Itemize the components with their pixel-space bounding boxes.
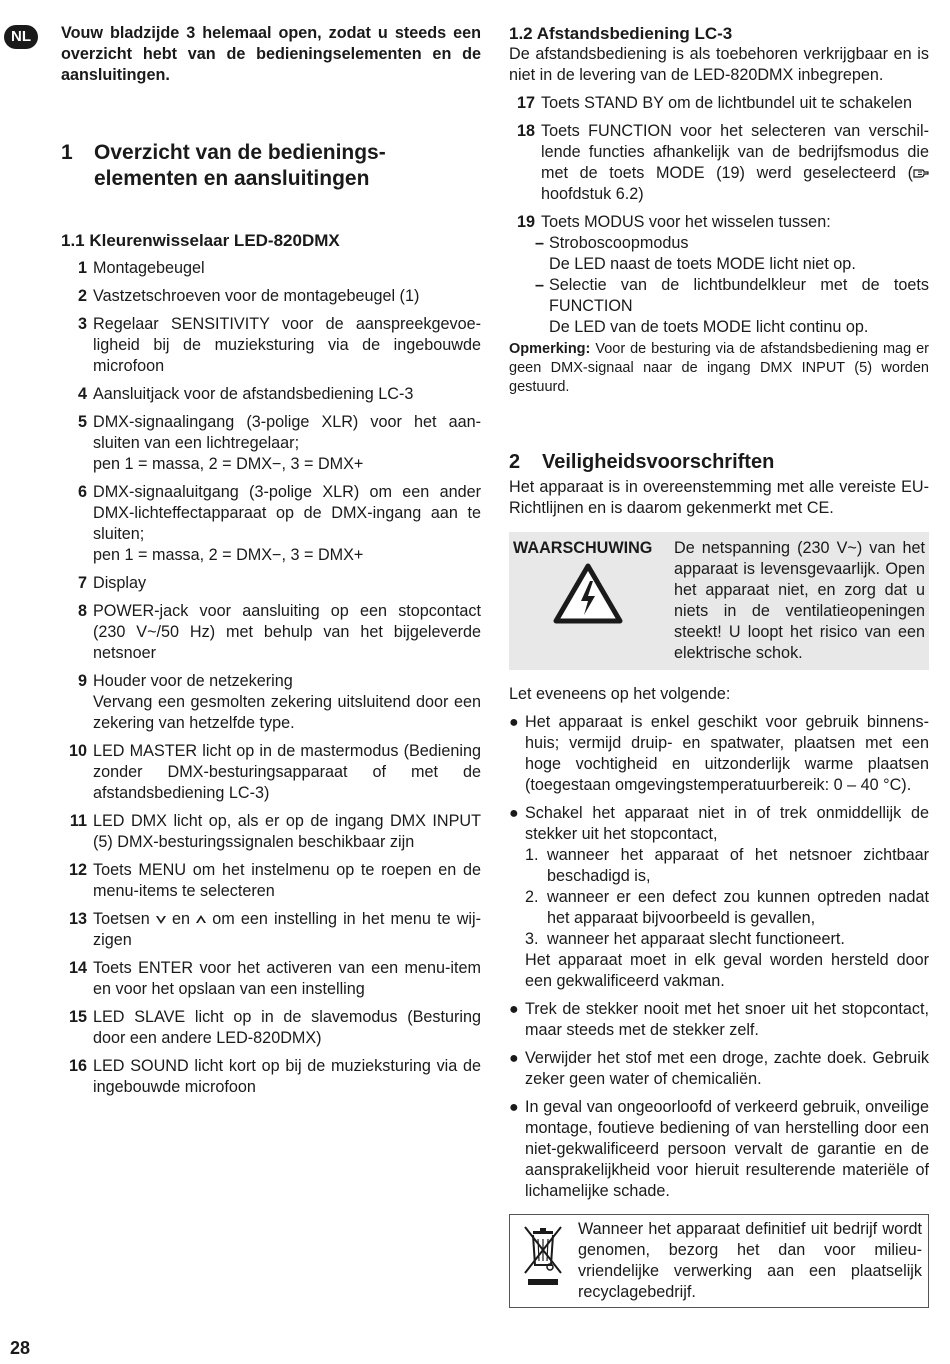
section-1-2-heading: 1.2 Afstandsbediening LC-3 [509,24,733,43]
option-text: Selectie van de lichtbundelkleur met de toets FUNCTION [549,276,929,315]
item-number: 11 [69,812,87,830]
bullet-icon: ● [509,1001,519,1018]
list-item [509,1097,929,1202]
bullet-text: Trek de stekker nooit met het snoer uit het stopcontact, maar steeds met de stekker zelf. [525,1000,929,1039]
list-item [61,671,481,734]
section-2-number: 2 [509,451,521,473]
disposal-box [509,1214,929,1308]
item-text: Toets ENTER voor het activeren van een menu-item en voor het opslaan van een instelling [93,959,481,998]
list-item [61,314,481,377]
item-text: LED DMX licht op, als er op de ingang DMX INPUT (5) DMX-besturingssignalen beschikbaar zijn [93,812,481,851]
item-text: Toets FUNCTION voor het selecteren van verschillende functies afhankelijk van de bedrijfsmodus die met de toets MODE (19) werd geselecteerd ( [541,122,929,182]
item-number: 5 [77,413,87,431]
note-text: Voor de besturing via de afstandsbediening mag er geen DMX-signaal naar de ingang DMX INPUT (5) worden gestuurd. [509,341,929,395]
item-number: 18 [516,122,535,140]
list-item [61,1007,481,1049]
bullet-text: Schakel het apparaat niet in of trek onmiddellijk de stekker uit het stopcontact, [525,804,929,843]
section-1-number: 1 [61,141,73,164]
list-item [61,573,481,594]
list-item [61,482,481,566]
item-text-pins: pen 1 = massa, 2 = DMX−, 3 = DMX+ [93,546,364,564]
list-item [61,601,481,664]
item-number: 8 [77,602,87,620]
warning-text: De netspanning (230 V~) van het apparaat is levensgevaarlijk. Open het apparaat niet, en zorg dat u niets in de ventilatieopeningen steekt! U loopt het risico van een elektrische schok. [674,539,925,662]
option-detail: De LED naast de toets MODE licht niet op. [549,255,856,273]
list-item [61,860,481,902]
bullet-text: In geval van ongeoorloofd of verkeerd gebruik, onveilige montage, foutieve bediening of van herstelling door een niet-gekwalificeerd persoon vervalt de garantie en de aansprakelijkheid voor hieruit resulterende materiële of lichamelijke schade. [525,1098,929,1200]
also-note: Let eveneens op het volgende: [509,685,731,703]
item-text: Regelaar SENSITIVITY voor de aanspreekgevoeligheid bij de muzieksturing via de ingebouwde microfoon [93,315,481,375]
item-text: hoofdstuk 6.2) [541,185,644,203]
item-text: DMX-signaalingang (3-polige XLR) voor het aansluiten van een lichtregelaar; [93,413,481,452]
item-text: Toets MENU om het instelmenu op te roepen en de menu-items te selecteren [93,861,481,900]
item-text-detail: Vervang een gesmolten zekering uitsluitend door een zekering van hetzelfde type. [93,693,481,732]
chevron-down-icon [156,914,166,925]
language-badge: NL [4,25,38,49]
section-2-title: Veiligheidsvoorschriften [542,451,775,473]
item-text: om een instelling in het menu te wijzigen [93,910,481,949]
bullet-text: Het apparaat is enkel geschikt voor gebruik binnenshuis; vermijd druip- en spatwater, plaatsen met een hoge vochtigheid en uitzonderlijk warme plaatsen (toegestaan omgevingstemperatuurbereik: 0 – 40 °C). [525,713,929,794]
item-text: Display [93,574,147,592]
sub-text: wanneer het apparaat slecht functioneert. [547,930,845,948]
crossed-bin-icon [520,1223,566,1289]
item-text: en [165,910,197,928]
disposal-text: Wanneer het apparaat definitief uit bedrijf wordt genomen, bezorg het dan voor milieuvriendelijke verwerking aan een plaatselijk recyclagebedrijf. [578,1220,922,1301]
sub-item [525,929,929,950]
bullet-text: Verwijder het stof met een droge, zachte doek. Gebruik zeker geen water of chemicaliën. [525,1049,929,1088]
item-text: Toetsen [93,910,156,928]
intro-text: Vouw bladzijde 3 helemaal open, zodat u steeds een overzicht hebt van de bedieningselementen en de aansluitingen. [61,24,481,84]
sub-item [525,887,929,929]
list-item [61,286,481,307]
item-text: POWER-jack voor aansluiting op een stopcontact (230 V~/50 Hz) met behulp van het bijgeleverde netsnoer [93,602,481,662]
sub-number: 2. [525,888,539,906]
bullet-tail-text: Het apparaat moet in elk geval worden hersteld door een gekwalificeerd vakman. [525,951,929,990]
page-number: 28 [10,1338,31,1358]
warning-box [509,532,929,670]
sub-number: 3. [525,930,539,948]
section-1-1-heading: 1.1 Kleurenwisselaar LED-820DMX [61,231,340,250]
pointing-hand-icon [913,167,929,179]
list-item [61,258,481,279]
section-2-heading [509,449,929,475]
bullet-icon: ● [509,714,519,731]
item-number: 10 [68,742,87,760]
item-number: 12 [68,861,87,879]
list-item [61,384,481,405]
bullet-icon: ● [509,1099,519,1116]
list-item [61,1056,481,1098]
sub-text: wanneer het apparaat of het netsnoer zichtbaar beschadigd is, [547,846,929,885]
bullet-icon: ● [509,805,519,822]
item-text: Vastzetschroeven voor de montagebeugel (1) [93,287,420,305]
sub-number: 1. [525,846,539,864]
section-1-2-paragraph: De afstandsbediening is als toebehoren verkrijgbaar en is niet in de levering van de LED-820DMX inbegrepen. [509,45,929,84]
warning-label: WAARSCHUWING [513,539,653,557]
list-item [509,999,929,1041]
mode-option [535,233,929,275]
item-text: Montagebeugel [93,259,205,277]
item-text: Toets MODUS voor het wisselen tussen: [541,213,831,231]
note [509,340,929,397]
item-number: 13 [68,910,87,928]
list-item [61,412,481,475]
item-text: Toets STAND BY om de lichtbundel uit te schakelen [541,94,913,112]
item-text: LED MASTER licht op in de mastermodus (Bediening zonder DMX-besturingsapparaat of met de afstandsbediening LC-3) [93,742,481,802]
sub-text: wanneer er een defect zou kunnen optreden nadat het apparaat bijvoorbeeld is gevallen, [547,888,929,927]
left-column [61,23,481,1105]
dash-marker: – [535,276,545,294]
mode-option [535,275,929,338]
list-item [61,958,481,1000]
item-number: 7 [77,574,87,592]
item-number: 4 [77,385,87,403]
item-number: 17 [516,94,535,112]
list-item [509,803,929,992]
ce-mark: CE. [806,499,834,517]
item-number: 19 [516,213,535,231]
item-number: 1 [77,259,87,277]
item-number: 15 [68,1008,87,1026]
chevron-up-icon [196,914,206,925]
mode-options [509,233,929,338]
high-voltage-warning-icon [553,563,623,625]
item-number: 9 [77,672,87,690]
list-item [61,811,481,853]
bullet-icon: ● [509,1050,519,1067]
item-number: 3 [77,315,87,333]
parts-list [61,258,481,1098]
item-number: 14 [68,959,87,977]
item-number: 2 [77,287,87,305]
list-item [509,1048,929,1090]
item-text-pins: pen 1 = massa, 2 = DMX−, 3 = DMX+ [93,455,364,473]
list-item [509,212,929,233]
section-2-paragraph [509,477,929,519]
item-text: LED SOUND licht kort op bij de muzieksturing via de ingebouwde microfoon [93,1057,481,1096]
list-item [509,712,929,796]
note-label: Opmerking: [509,341,591,357]
item-text: DMX-signaaluitgang (3-polige XLR) om een ander DMX-lichteffectapparaat op de DMX-ingang aan te sluiten; [93,483,481,543]
section-1-heading [61,140,481,192]
right-column [509,23,929,1308]
list-item [61,909,481,951]
item-text: Houder voor de netzekering [93,672,293,690]
item-text: Aansluitjack voor de afstandsbediening LC-3 [93,385,414,403]
item-number: 16 [68,1057,87,1075]
item-number: 6 [77,483,87,501]
option-text: Stroboscoopmodus [549,234,689,252]
dash-marker: – [535,234,545,252]
list-item [509,121,929,205]
list-item [509,93,929,114]
option-detail: De LED van de toets MODE licht continu op. [549,318,869,336]
list-item [61,741,481,804]
section-1-title-line2: elementen en aansluitingen [94,167,370,190]
warning-left [513,538,671,664]
sub-item [525,845,929,887]
section-1-title-line1: Overzicht van de bedienings- [94,141,386,164]
item-text: LED SLAVE licht op in de slavemodus (Besturing door een andere LED-820DMX) [93,1008,481,1047]
section-2-text: Het apparaat is in overeenstemming met alle vereiste EU-Richtlijnen en is daarom gekenmerkt met [509,478,929,517]
